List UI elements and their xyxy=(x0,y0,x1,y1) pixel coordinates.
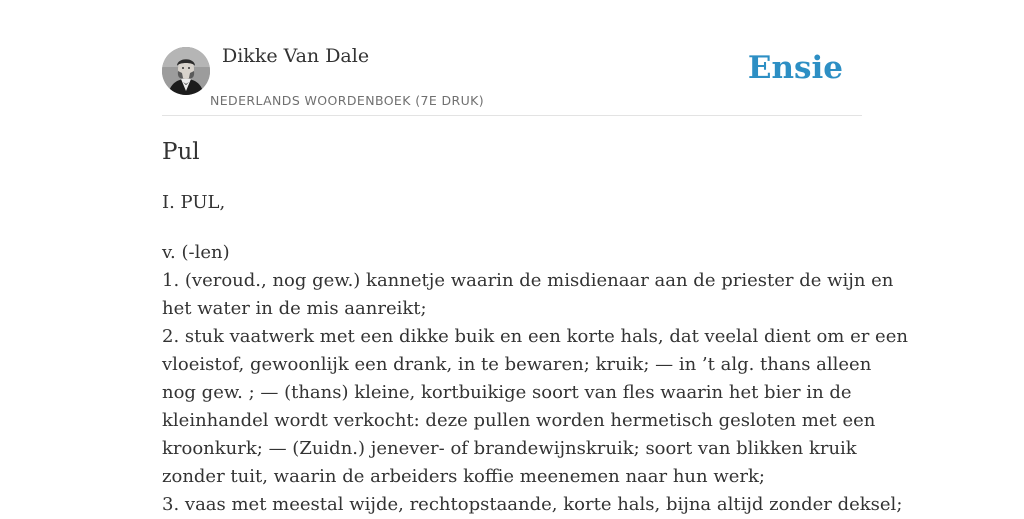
dictionary-source: NEDERLANDS WOORDENBOEK (7E DRUK) xyxy=(210,93,485,108)
document-page xyxy=(162,0,908,515)
brand-logo[interactable]: Ensie xyxy=(747,50,843,86)
definition-line: vloeistof, gewoonlijk een drank, in te bewaren; kruik; — in ’t alg. thans alleen xyxy=(162,354,872,375)
author-avatar[interactable] xyxy=(162,47,210,95)
definition-line: kleinhandel wordt verkocht: deze pullen worden hermetisch gesloten met een xyxy=(162,410,876,431)
definition-line: v. (-len) xyxy=(162,242,230,263)
definition-line: nog gew. ; — (thans) kleine, kortbuikige soort van fles waarin het bier in de xyxy=(162,382,852,403)
entry-headword: I. PUL, xyxy=(162,192,226,213)
definition-line: kroonkurk; — (Zuidn.) jenever- of brandewijnskruik; soort van blikken kruik xyxy=(162,438,857,459)
definition-line: 1. (veroud., nog gew.) kannetje waarin de misdienaar aan de priester de wijn en xyxy=(162,270,894,291)
portrait-icon xyxy=(162,47,210,95)
definition-line: 2. stuk vaatwerk met een dikke buik en een korte hals, dat veelal dient om er een xyxy=(162,326,908,347)
definition-line: het water in de mis aanreikt; xyxy=(162,298,427,319)
definition-line: zonder tuit, waarin de arbeiders koffie meenemen naar hun werk; xyxy=(162,466,765,487)
entry-definition xyxy=(162,239,908,519)
page-header xyxy=(162,0,862,116)
page-title: Pul xyxy=(162,139,200,165)
definition-line: 3. vaas met meestal wijde, rechtopstaande, korte hals, bijna altijd zonder deksel; xyxy=(162,494,903,515)
author-name[interactable]: Dikke Van Dale xyxy=(222,45,370,67)
